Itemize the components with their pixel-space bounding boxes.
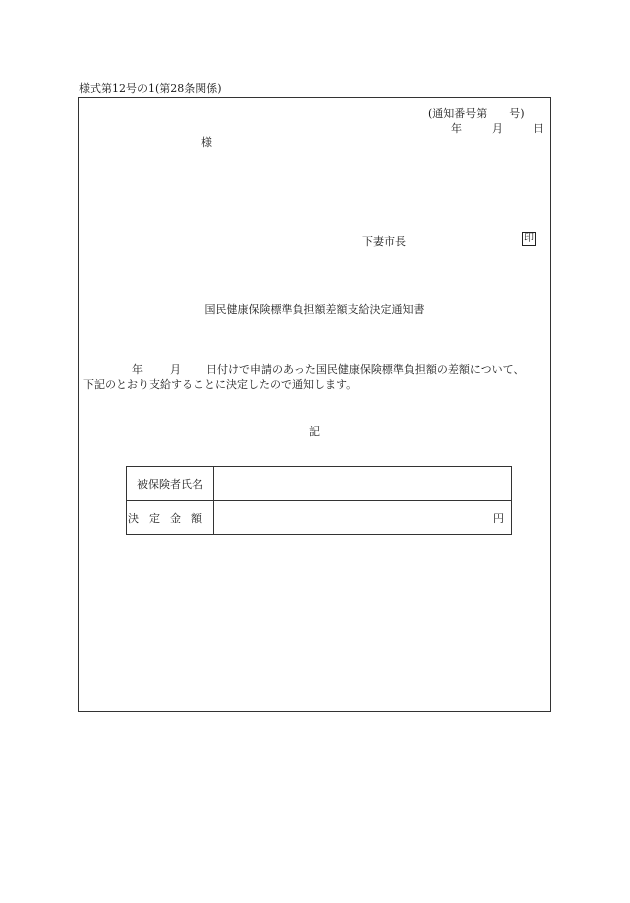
body-year: 年 xyxy=(132,363,143,376)
body-line-1-text: 日付けで申請のあった国民健康保険標準負担額の差額について、 xyxy=(206,363,525,376)
notice-number: (通知番号第 号) xyxy=(428,107,525,120)
ki-heading: 記 xyxy=(309,425,320,438)
recipient-suffix: 様 xyxy=(201,136,212,149)
notice-frame xyxy=(78,97,551,712)
issue-date-year: 年 xyxy=(451,122,462,135)
currency-unit: 円 xyxy=(493,512,504,525)
insured-name-label: 被保険者氏名 xyxy=(127,467,214,501)
insured-name-value xyxy=(214,467,512,501)
body-month: 月 xyxy=(170,363,181,376)
insured-name-row xyxy=(127,467,512,501)
form-number: 様式第12号の1(第28条関係) xyxy=(79,82,222,95)
issue-date xyxy=(451,120,544,136)
amount-label: 決定金額 xyxy=(127,501,214,535)
issue-date-day: 日 xyxy=(533,122,544,135)
issue-date-month: 月 xyxy=(492,122,503,135)
document-title: 国民健康保険標準負担額差額支給決定通知書 xyxy=(204,303,425,316)
amount-row xyxy=(127,501,512,535)
seal-mark: 印 xyxy=(524,233,534,244)
decision-table xyxy=(126,466,512,535)
amount-value-cell xyxy=(214,501,512,535)
issuer: 下妻市長 xyxy=(362,235,406,248)
body-line-1 xyxy=(132,361,524,377)
body-line-2: 下記のとおり支給することに決定したので通知します。 xyxy=(83,378,358,391)
